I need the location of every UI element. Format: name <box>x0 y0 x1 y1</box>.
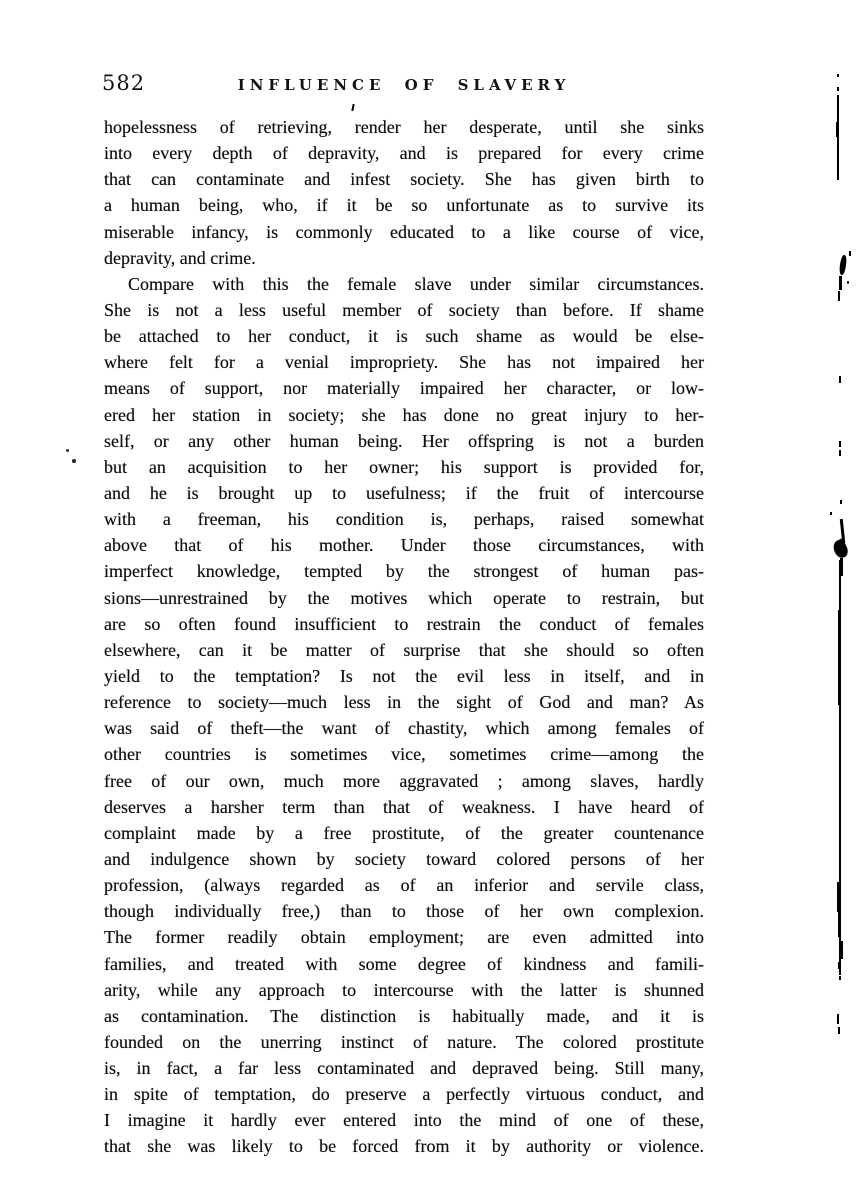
scan-artifact-edge <box>837 87 839 91</box>
text-line: families, and treated with some degree of kindness and famili- <box>104 953 704 974</box>
text-line: and indulgence shown by society toward colored persons of her <box>104 848 704 869</box>
text-line: Compare with this the female slave under similar circumstances. <box>128 273 704 294</box>
text-line: The former readily obtain employment; are even admitted into <box>104 927 704 948</box>
scan-artifact-edge <box>836 122 839 137</box>
text-line: complaint made by a free prostitute, of the greater countenance <box>104 822 704 843</box>
text-line: elsewhere, can it be matter of surprise that she should so often <box>104 639 704 660</box>
text-line: into every depth of depravity, and is prepared for every crime <box>104 143 704 164</box>
text-line: and he is brought up to usefulness; if the fruit of intercourse <box>104 482 704 503</box>
text-line: reference to society—much less in the sight of God and man? As <box>104 692 704 713</box>
text-line: free of our own, much more aggravated ; among slaves, hardly <box>104 770 704 791</box>
scan-artifact-edge <box>838 610 841 705</box>
text-line: where felt for a venial impropriety. She has not impaired her <box>104 352 704 373</box>
scan-artifact-blob <box>831 538 850 560</box>
scan-artifact-dot <box>66 449 69 452</box>
scan-artifact-edge <box>849 251 851 256</box>
text-line: profession, (always regarded as of an inferior and servile class, <box>104 875 704 896</box>
text-line: is, in fact, a far less contaminated and depraved being. Still many, <box>104 1058 704 1079</box>
text-line: that can contaminate and infest society. She has given birth to <box>104 169 704 190</box>
text-line: arity, while any approach to intercourse with the latter is shunned <box>104 979 704 1000</box>
scan-artifact-edge <box>838 912 841 937</box>
scan-artifact-edge <box>830 512 832 515</box>
scan-artifact-edge <box>839 976 841 980</box>
text-line: means of support, nor materially impaired her character, or low- <box>104 378 704 399</box>
scan-artifact-edge <box>837 882 841 912</box>
scan-artifact-speck <box>351 104 354 111</box>
scan-artifact-edge <box>839 441 841 447</box>
text-line: was said of theft—the want of chastity, which among females of <box>104 718 704 739</box>
scan-artifact-edge <box>837 1014 839 1024</box>
text-line: in spite of temptation, do preserve a perfectly virtuous conduct, and <box>104 1084 704 1105</box>
scan-artifact-edge <box>839 450 841 456</box>
text-line: be attached to her conduct, it is such shame as would be else- <box>104 326 704 347</box>
scan-artifact-edge <box>839 276 842 290</box>
text-line: above that of his mother. Under those circumstances, with <box>104 535 704 556</box>
text-line: founded on the unerring instinct of nature. The colored prostitute <box>104 1031 704 1052</box>
text-line: self, or any other human being. Her offspring is not a burden <box>104 430 704 451</box>
text-line: but an acquisition to her owner; his support is provided for, <box>104 456 704 477</box>
text-line: She is not a less useful member of society than before. If shame <box>104 299 704 320</box>
page-number: 582 <box>102 71 146 95</box>
text-line: miserable infancy, is commonly educated to a like course of vice, <box>104 221 704 242</box>
scan-artifact-edge <box>837 95 839 180</box>
scan-artifact-blob <box>839 255 848 276</box>
scan-artifact-dot <box>847 281 849 284</box>
scan-artifact-edge <box>837 74 839 77</box>
page-text <box>104 114 704 1160</box>
scan-artifact-edge <box>839 941 843 959</box>
text-line: imperfect knowledge, tempted by the strongest of human pas- <box>104 561 704 582</box>
scan-artifact-dot <box>72 459 76 463</box>
text-line: hopelessness of retrieving, render her desperate, until she sinks <box>104 117 704 137</box>
scan-artifact-edge <box>838 291 840 301</box>
running-header-title: INFLUENCE OF SLAVERY <box>237 76 571 94</box>
text-line: ered her station in society; she has done no great injury to her- <box>104 404 704 425</box>
scan-artifact-edge <box>839 376 841 383</box>
text-line: that she was likely to be forced from it by authority or violence. <box>104 1136 704 1157</box>
scan-artifact-edge <box>838 1027 840 1034</box>
text-line: other countries is sometimes vice, sometimes crime—among the <box>104 744 704 765</box>
text-line: deserves a harsher term than that of weakness. I have heard of <box>104 796 704 817</box>
text-line: yield to the temptation? Is not the evil less in itself, and in <box>104 665 704 686</box>
text-line: are so often found insufficient to restrain the conduct of females <box>104 613 704 634</box>
text-line: with a freeman, his condition is, perhaps, raised somewhat <box>104 509 704 530</box>
text-line: though individually free,) than to those of her own complexion. <box>104 901 704 922</box>
text-line: a human being, who, if it be so unfortunate as to survive its <box>104 195 704 216</box>
text-line: sions—unrestrained by the motives which operate to restrain, but <box>104 587 704 608</box>
text-line: depravity, and crime. <box>104 247 256 268</box>
scan-artifact-edge <box>840 500 842 504</box>
scan-artifact-edge <box>838 962 840 969</box>
text-line: I imagine it hardly ever entered into the mind of one of these, <box>104 1110 704 1131</box>
text-line: as contamination. The distinction is habitually made, and it is <box>104 1005 704 1026</box>
